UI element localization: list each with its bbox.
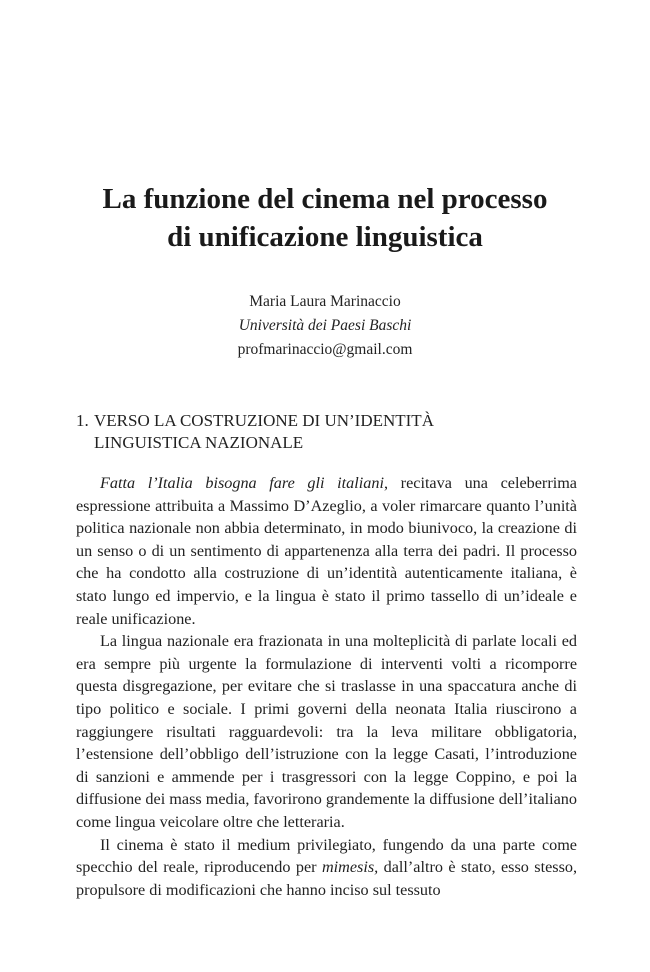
author-block [0, 290, 650, 362]
section-title-line-1: VERSO LA COSTRUZIONE DI UN’IDENTITÀ [94, 411, 434, 430]
author-affiliation: Università dei Paesi Baschi [238, 317, 412, 334]
author-email: profmarinaccio@gmail.com [237, 341, 413, 358]
paragraph-3-italic: mimesis, [321, 858, 379, 877]
body-text [76, 472, 577, 901]
paragraph-2 [76, 630, 577, 833]
paragraph-1-text: , recitava una celeberrima espressione attribuita a Massimo D’Azeglio, a voler rimarcare quanto l’unità politica nazionale non abbia determinato, in modo biunivoco, la creazione di un senso o di un sentimento di appartenenza alla terra dei padri. Il processo che ha condotto alla costruzione di un’identità autenticamente italiana, è stato lungo ed impervio, e la lingua è stato il primo tassello di un’ideale e reale unificazione. [76, 474, 577, 628]
title-line-2: di unificazione linguistica [167, 221, 483, 253]
paragraph-3 [76, 834, 577, 902]
paragraph-3-text-after: dall’altro è stato, esso stesso, propulsore di modificazioni che hanno inciso sul tessuto [76, 858, 578, 899]
paper-title [0, 180, 650, 256]
paragraph-2-text: La lingua nazionale era frazionata in una molteplicità di parlate locali ed era sempre più urgente la formulazione di interventi volti a ricomporre questa disgregazione, per evitare che si traslasse in una spaccatura anche di tipo politico e sociale. I primi governi della neonata Italia riuscirono a raggiungere risultati ragguardevoli: tra la leva militare obbligatoria, l’estensione dell’obbligo dell’istruzione con la legge Casati, l’introduzione di sanzioni e ammende per i trasgressori con la legge Coppino, e poi la diffusione dei mass media, favorirono grandemente la diffusione dell’italiano come lingua veicolare oltre che letteraria. [76, 632, 577, 831]
paragraph-3-text-before: Il cinema è stato il medium privilegiato, fungendo da una parte come specchio del reale, riproducendo per [76, 835, 577, 877]
title-line-1: La funzione del cinema nel processo [102, 183, 548, 215]
paragraph-1 [76, 472, 577, 630]
author-name: Maria Laura Marinaccio [249, 293, 401, 310]
section-number: 1. [76, 411, 89, 430]
section-heading [76, 410, 576, 454]
paragraph-1-italic-quote: Fatta l’Italia bisogna fare gli italiani [100, 474, 384, 492]
section-title-line-2: LINGUISTICA NAZIONALE [94, 433, 304, 452]
